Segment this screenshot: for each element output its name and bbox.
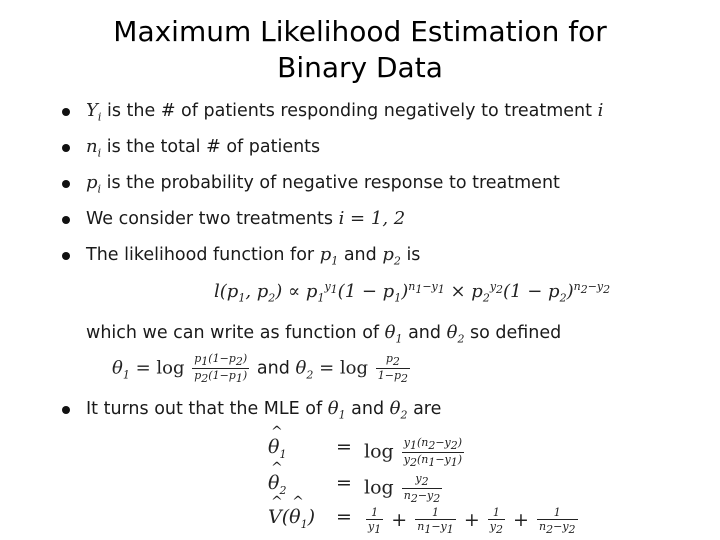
log-label-1: log: [156, 357, 185, 379]
bullet-item-1: [64, 98, 603, 131]
bullet-item-6: [64, 396, 441, 429]
theta1-fraction: $\frac{p_1(1-p_2)}{p_2(1-p_1)}$: [194, 352, 248, 386]
bullet-item-2: [64, 134, 320, 167]
math-ni: $n_i$: [86, 136, 102, 160]
bullet-icon: [62, 180, 70, 188]
math-p2: $p_2$: [382, 244, 401, 268]
bullet-item-3: [64, 170, 560, 203]
bullet-icon: [62, 144, 70, 152]
theta-definitions: $\theta_1 = \log$ $\frac{p_1(1-p_2)}{p_2(1-p_1)}$ and $\theta_2 = \log$ $\frac{p_2}{1-p_2}$: [112, 352, 409, 386]
slide-title: [0, 14, 720, 86]
bullet-2-text: is the total # of patients: [106, 137, 321, 157]
bullet-3-text: is the probability of negative response to treatment: [106, 173, 560, 193]
bullet-item-4: [64, 206, 405, 232]
math-treatments: i = 1, 2: [338, 208, 406, 229]
math-theta1-b: $\theta_1$: [327, 398, 346, 422]
bullet-6-are: are: [413, 399, 442, 419]
which-line: [64, 320, 561, 353]
bullet-icon: [62, 252, 70, 260]
math-i: i: [597, 100, 604, 121]
likelihood-equation: $l(p_1$, $p_2) \propto p_1^{y_1}(1 - p_1)^{n_1-y_1} \times p_2^{y_2}(1 - p_2)^{n_2-y_2}$: [214, 280, 611, 305]
math-theta2-b: $\theta_2$: [389, 398, 408, 422]
bullet-item-5: [64, 242, 420, 275]
bullet-6-text: It turns out that the MLE of: [86, 399, 323, 419]
mle-theta1-fraction: $\frac{y_1(n_2-y_2)}{y_2(n_1-y_1)}$: [403, 436, 463, 470]
math-pi: $p_i$: [86, 172, 102, 196]
log-label-2: log: [339, 357, 369, 379]
and-text: and: [256, 358, 290, 379]
math-p1: $p_1$: [319, 244, 339, 268]
math-theta2: $\theta_2$: [446, 322, 465, 346]
title-line-2: Binary Data: [277, 51, 443, 84]
bullet-5-text-c: is: [406, 245, 421, 265]
which-text-c: so defined: [470, 323, 562, 343]
bullet-5-text-b: and: [343, 245, 377, 265]
bullet-6-and: and: [351, 399, 385, 419]
math-Yi: $Y_i$: [86, 100, 102, 124]
math-theta1: $\theta_1$: [384, 322, 403, 346]
which-text-a: which we can write as function of: [86, 323, 380, 343]
which-text-b: and: [408, 323, 442, 343]
bullet-1-text: is the # of patients responding negatively to treatment: [107, 101, 593, 121]
log-label-3: log: [364, 440, 394, 463]
theta2-fraction: $\frac{p_2}{1-p_2}$: [377, 352, 409, 386]
bullet-icon: [62, 108, 70, 116]
bullet-5-text-a: The likelihood function for: [86, 245, 315, 265]
log-label-4: log: [364, 476, 394, 499]
mle-theta2-fraction: $\frac{y_2}{n_2-y_2}$: [403, 472, 441, 506]
bullet-icon: [62, 406, 70, 414]
bullet-4-text: We consider two treatments: [86, 209, 333, 229]
bullet-icon: [62, 216, 70, 224]
title-line-1: Maximum Likelihood Estimation for: [113, 15, 607, 48]
